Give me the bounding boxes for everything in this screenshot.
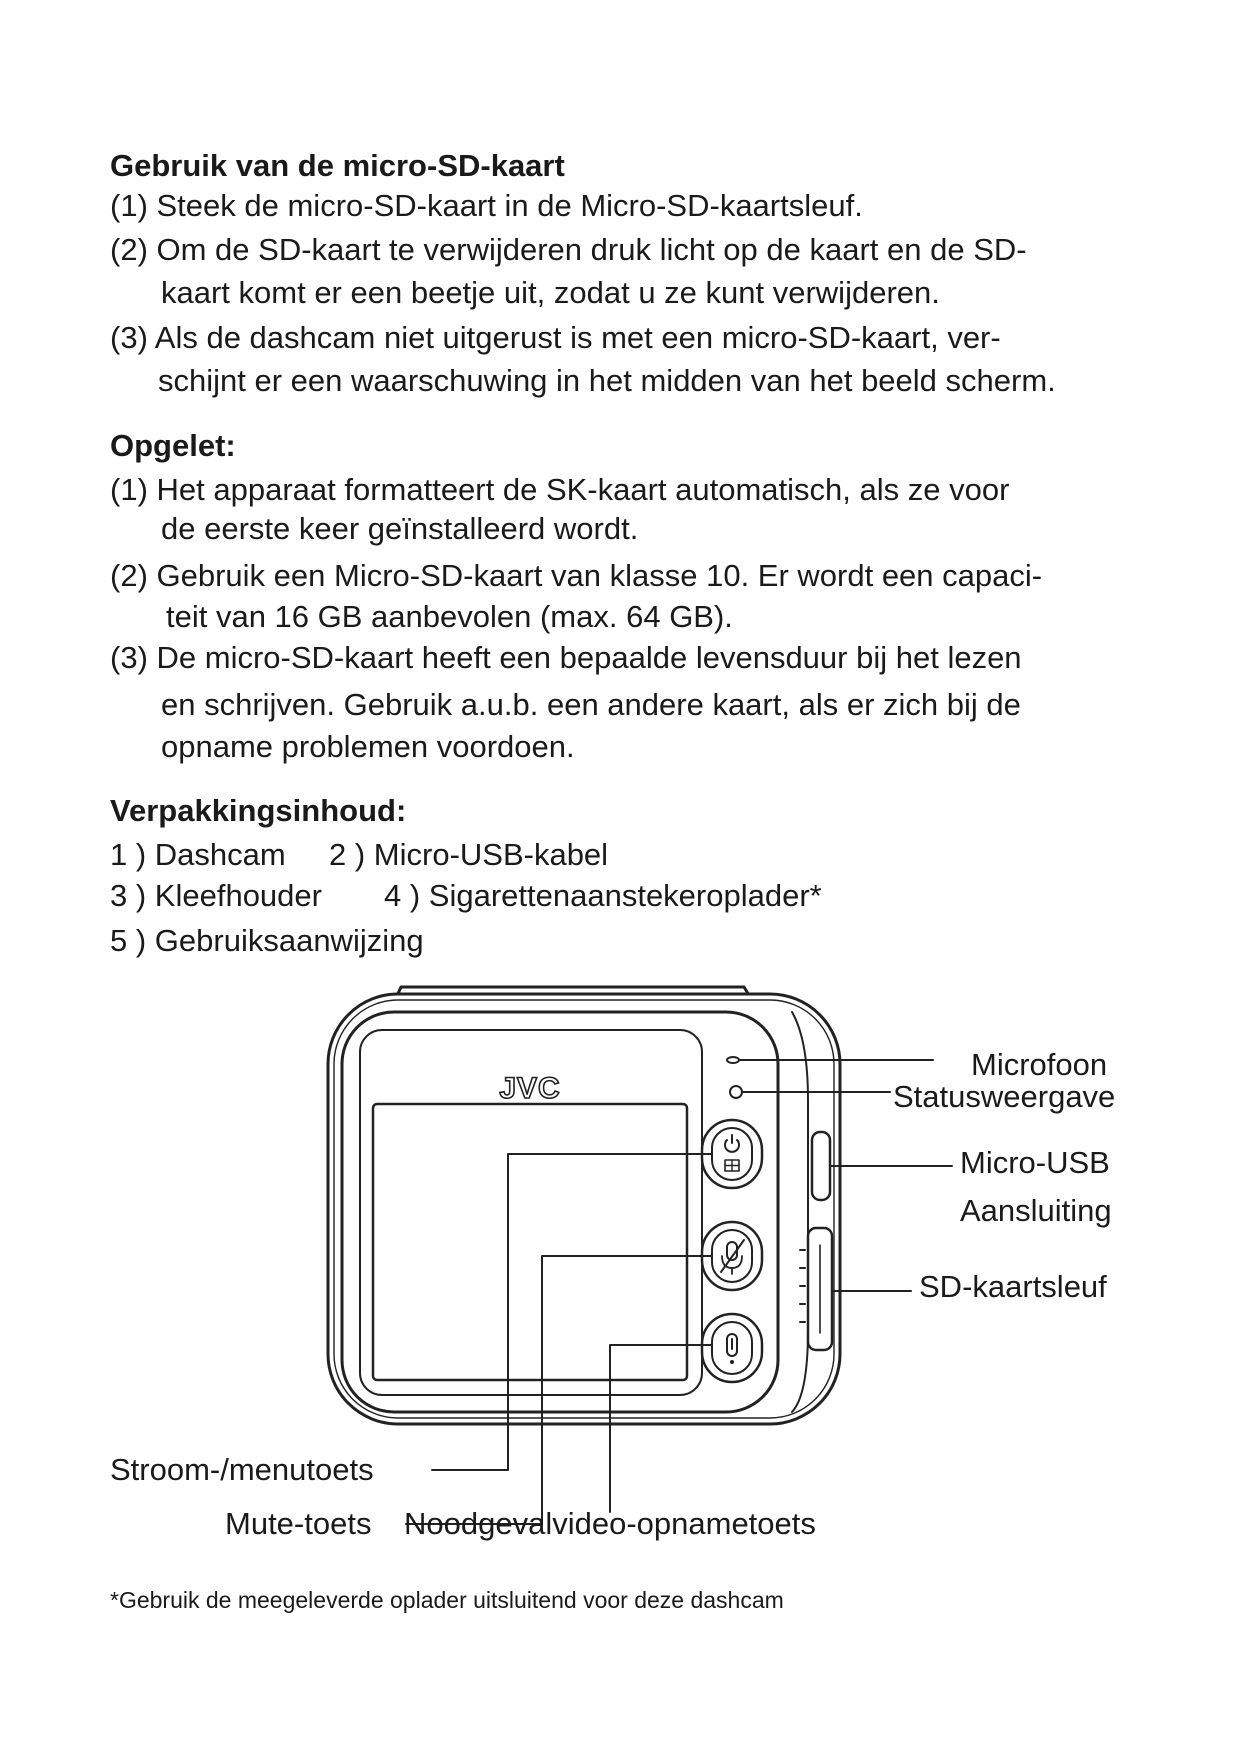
caution-item-1-line-1: (1) Het apparaat formatteert de SK-kaart automatisch, als ze voor [110, 472, 1010, 507]
label-status: Statusweergave [893, 1079, 1116, 1114]
caution-item-2-line-2: teit van 16 GB aanbevolen (max. 64 GB). [166, 599, 733, 634]
package-item-adhesive-holder: 3 ) Kleefhouder [110, 878, 322, 913]
sd-usage-item-2-line-1: (2) Om de SD-kaart te verwijderen druk licht op de kaart en de SD- [110, 232, 1027, 267]
label-microphone: Microfoon [971, 1047, 1108, 1082]
micro-usb-port[interactable] [812, 1132, 830, 1200]
caution-item-3-line-1: (3) De micro-SD-kaart heeft een bepaalde levensduur bij het lezen [110, 640, 1022, 675]
section-heading-package-contents: Verpakkingsinhoud: [110, 793, 407, 828]
sd-usage-item-1-line-1: (1) Steek de micro-SD-kaart in de Micro-SD-kaartsleuf. [110, 188, 863, 223]
section-heading-caution: Opgelet: [110, 428, 236, 463]
caution-item-3-line-3: opname problemen voordoen. [161, 729, 575, 764]
package-item-usb-cable: 2 ) Micro-USB-kabel [329, 837, 609, 872]
package-item-dashcam: 1 ) Dashcam [110, 837, 286, 872]
label-micro-usb-line-2: Aansluiting [960, 1193, 1112, 1228]
label-mute: Mute-toets [225, 1506, 372, 1541]
package-item-manual: 5 ) Gebruiksaanwijzing [110, 923, 424, 958]
label-power-menu: Stroom-/menutoets [110, 1452, 374, 1487]
footnote: *Gebruik de meegeleverde oplader uitsluitend voor deze dashcam [110, 1587, 784, 1613]
caution-item-1-line-2: de eerste keer geïnstalleerd wordt. [161, 511, 639, 546]
sd-usage-item-2-line-2: kaart komt er een beetje uit, zodat u ze kunt verwijderen. [161, 275, 940, 310]
emergency-record-button[interactable] [702, 1314, 762, 1382]
brand-logo: JVC [499, 1072, 561, 1105]
sd-card-slot[interactable] [808, 1228, 832, 1350]
package-item-car-charger: 4 ) Sigarettenaanstekeroplader* [384, 878, 822, 913]
sd-usage-item-3-line-1: (3) Als de dashcam niet uitgerust is met een micro-SD-kaart, ver- [110, 320, 1001, 355]
label-emergency: Noodgevalvideo-opnametoets [404, 1506, 816, 1541]
section-heading-sd-card-usage: Gebruik van de micro-SD-kaart [110, 148, 565, 183]
caution-item-2-line-1: (2) Gebruik een Micro-SD-kaart van klasse 10. Er wordt een capaci- [110, 558, 1043, 593]
dashcam-device [328, 987, 840, 1424]
sd-usage-item-3-line-2: schijnt er een waarschuwing in het midden van het beeld scherm. [158, 363, 1056, 398]
caution-item-3-line-2: en schrijven. Gebruik a.u.b. een andere kaart, als er zich bij de [161, 687, 1021, 722]
label-micro-usb-line-1: Micro-USB [960, 1145, 1110, 1180]
label-sd-slot: SD-kaartsleuf [919, 1269, 1107, 1304]
